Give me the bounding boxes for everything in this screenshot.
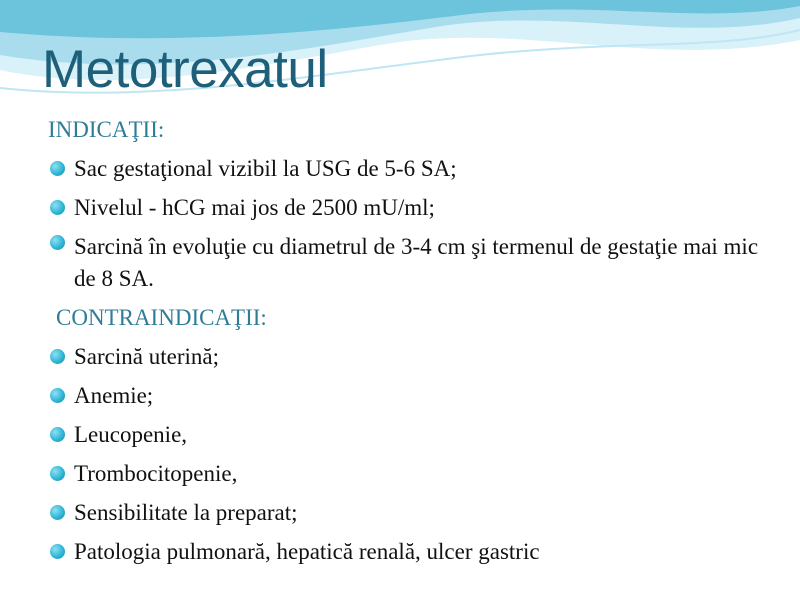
list-item xyxy=(48,454,768,493)
list-item xyxy=(48,227,768,298)
list-item xyxy=(48,532,768,571)
list-item xyxy=(48,376,768,415)
bullet-icon xyxy=(50,427,65,442)
list-item-text: Patologia pulmonară, hepatică renală, ulcer gastric xyxy=(74,539,540,564)
contraindications-heading: CONTRAINDICAŢII: xyxy=(56,305,267,330)
slide-title: Metotrexatul xyxy=(42,40,328,99)
list-item xyxy=(48,415,768,454)
list-item xyxy=(48,337,768,376)
list-item xyxy=(48,493,768,532)
slide-content xyxy=(48,110,768,571)
bullet-icon xyxy=(50,466,65,481)
bullet-icon xyxy=(50,349,65,364)
list-item-text: Sac gestaţional vizibil la USG de 5-6 SA; xyxy=(74,156,457,181)
bullet-icon xyxy=(50,161,65,176)
list-item xyxy=(48,149,768,188)
contraindications-list xyxy=(48,337,768,571)
list-item-text: Sarcină uterină; xyxy=(74,344,219,369)
list-item-text: Nivelul - hCG mai jos de 2500 mU/ml; xyxy=(74,195,435,220)
bullet-icon xyxy=(50,235,65,250)
bullet-icon xyxy=(50,544,65,559)
bullet-icon xyxy=(50,505,65,520)
bullet-icon xyxy=(50,388,65,403)
list-item-text: Anemie; xyxy=(74,383,154,408)
indications-heading: INDICAŢII: xyxy=(48,117,165,142)
list-item xyxy=(48,188,768,227)
list-item-text: Leucopenie, xyxy=(74,422,188,447)
list-item-text: Sensibilitate la preparat; xyxy=(74,500,298,525)
bullet-icon xyxy=(50,200,65,215)
list-item-text: Trombocitopenie, xyxy=(74,461,238,486)
indications-list xyxy=(48,149,768,298)
list-item-text: Sarcină în evoluţie cu diametrul de 3-4 cm şi termenul de gestaţie mai mic de 8 SA. xyxy=(74,234,759,291)
